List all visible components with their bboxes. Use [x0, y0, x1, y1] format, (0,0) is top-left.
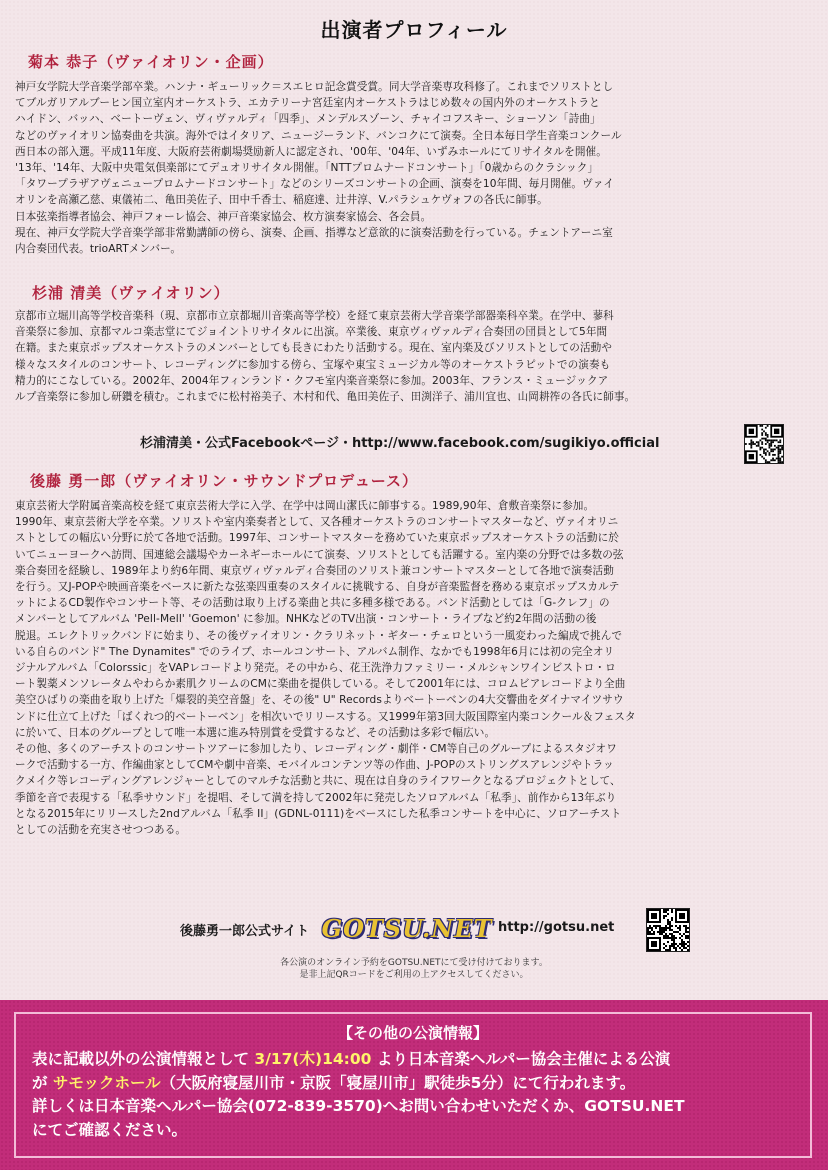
bio-line: を行う。又J-POPや映画音楽をベースに新たな弦楽四重奏のスタイルに挑戦する、自身が音楽監督を務める東京ポップスカルテ — [15, 581, 620, 594]
reservation-note — [0, 957, 828, 981]
bio-line: 東京芸術大学附属音楽高校を経て東京芸術大学に入学、在学中は岡山潔氏に師事する。1989,90年、倉敷音楽祭に参加。 — [15, 500, 595, 512]
bio-line: ルプ音楽祭に参加し研鑽を積む。これまでに松村裕美子、木村和代、亀田美佐子、田渕洋子、浦川宜也、山岡耕筰の各氏に師事。 — [15, 391, 636, 404]
banner-line: にてご確認ください。 — [32, 1120, 188, 1139]
bio-line: '13年、'14年、大阪中央電気倶楽部にてデュオリサイタル開催。「NTTプロムナードコンサート」「0歳からのクラシック」 — [15, 162, 599, 175]
performance-date: 3/17(木)14:00 — [254, 1050, 372, 1068]
bio-line: メンバーとしてアルバム 'Pell-Mell' 'Goemon' に参加。NHKなどのTV出演・コンサート・ライブなど約2年間の活動の後 — [15, 613, 597, 626]
bio-line: その他、多くのアーチストのコンサートツアーに参加したり、レコーディング・劇伴・CM等自己のグループによるスタジオワ — [15, 743, 617, 756]
performer-name-kikumoto: 菊本 恭子（ヴァイオリン・企画） — [28, 53, 274, 71]
bio-line: ットによるCD製作やコンサート等、その活動は取り上げる楽曲と共に多種多様である。バンド活動としては「G-クレフ」の — [15, 597, 610, 610]
facebook-link[interactable]: 杉浦清美・公式Facebookページ・http://www.facebook.com/sugikiyo.official — [140, 436, 660, 451]
gotsu-net-logo[interactable]: GOTSU.NET — [321, 913, 493, 943]
qr-code-icon — [745, 425, 783, 463]
bio-line: などのヴァイオリン協奏曲を共演。海外ではイタリア、ニュージーランド、バンコクにて演奏。全日本毎日学生音楽コンクール — [15, 129, 622, 142]
bio-line: ハイドン、バッハ、ベートーヴェン、ヴィヴァルディ「四季」、メンデルスゾーン、チャイコフスキー、ショーソン「詩曲」 — [15, 113, 601, 126]
qr-code-icon[interactable] — [744, 424, 784, 464]
bio-line: 京都市立堀川高等学校音楽科（現、京都市立京都堀川音楽高等学校）を経て東京芸術大学音楽学部器楽科卒業。在学中、蓼科 — [15, 310, 614, 322]
bio-line: ストとしての幅広い分野に於て各地で活動。1997年、コンサートマスターを務めていた東京ポップスオーケストラの活動に於 — [15, 532, 619, 545]
banner-title: 【その他の公演情報】 — [337, 1024, 488, 1042]
bio-line: 内合奏団代表。trioARTメンバー。 — [15, 243, 182, 256]
banner-text — [32, 1048, 802, 1142]
bio-line: 楽合奏団を経験し、1989年より約6年間、東京ヴィヴァルディ合奏団のソリスト兼コンサートマスターとして各地で演奏活動 — [15, 564, 614, 577]
bio-line: 美空ひばりの楽曲を取り上げた「爆裂的美空音盤」を、その後" U" Recordsよりベートーベンの4大交響曲をダイナマイツサウ — [15, 694, 624, 707]
performer-name-sugiura: 杉浦 清美（ヴァイオリン） — [32, 284, 230, 302]
bio-line: 音楽祭に参加、京都マルコ楽志堂にてジョイントリサイタルに出演。卒業後、東京ヴィヴァルディ合奏団の団員として5年間 — [15, 326, 608, 339]
page-title: 出演者プロフィール — [320, 18, 508, 42]
bio-line: 様々なスタイルのコンサート、レコーディングに参加する傍ら、宝塚や東宝ミュージカル等のオーケストラピットでの演奏も — [15, 358, 611, 371]
bio-line: ークで活動する一方、作編曲家としてCMや劇中音楽、モバイルコンテンツ等の作曲、J-POPのストリングスアレンジやトラッ — [15, 759, 614, 772]
banner-line — [32, 1072, 802, 1096]
qr-code-icon[interactable] — [646, 908, 690, 952]
bio-line: に於いて、日本のグループとして唯一本選に進み特別賞を受賞するなど、その活動は多彩で幅広い。 — [15, 726, 496, 739]
official-site-label: 後藤勇一郎公式サイト — [180, 924, 310, 939]
note-line: 各公演のオンライン予約をGOTSU.NETにて受け付けております。 — [280, 958, 548, 968]
banner-text-part: （大阪府寝屋川市・京阪「寝屋川市」駅徒歩5分）にて行われます。 — [160, 1073, 636, 1092]
bio-line: 在籍。また東京ポップスオーケストラのメンバーとしても長きにわたり活動する。現在、室内楽及びソリストとしての活動や — [15, 342, 613, 355]
banner-text-part: が — [32, 1073, 53, 1092]
note-line: 是非上記QRコードをご利用の上アクセスしてください。 — [299, 970, 529, 980]
bio-line: 季節を音で表現する「私季サウンド」を提唱、そして満を持して2002年に発売したソロアルバム「私季」、前作から13年ぶり — [15, 791, 617, 804]
bio-line: てブルガリアルブーヒン国立室内オーケストラ、エカテリーナ宮廷室内オーケストラはじめ数々の国内外のオーケストラと — [15, 97, 600, 110]
banner-line: 詳しくは日本音楽ヘルパー協会(072-839-3570)へお問い合わせいただくか、GOTSU.NET — [32, 1097, 685, 1115]
performer-bio-sugiura — [15, 308, 815, 405]
banner-frame — [14, 1012, 812, 1158]
bio-line: ンドに仕立て上げた「ばくれつ的ベートーベン」を相次いでリリースする。又1999年第3回大阪国際室内楽コンクール＆フェスタ — [15, 710, 636, 723]
bio-line: 脱退。エレクトリックバンドに始まり、その後ヴァイオリン・クラリネット・ギター・チェロという一風変わった編成で挑んで — [15, 629, 623, 642]
banner-line — [32, 1048, 802, 1072]
bio-line: ジナルアルバム「Colorssic」をVAPレコードより発売。その中から、花王洗浄力ファミリー・メルシャンワインビストロ・ロ — [15, 662, 616, 675]
venue-name: サモックホール — [52, 1073, 161, 1092]
performer-bio-kikumoto — [15, 79, 815, 257]
official-site-url[interactable]: http://gotsu.net — [498, 920, 615, 935]
performer-name-goto: 後藤 勇一郎（ヴァイオリン・サウンドプロデュース） — [30, 472, 418, 490]
bio-line: いてニューヨークへ訪問、国連総会議場やカーネギーホールにて演奏、ソリストとしても活躍する。室内楽の分野では多数の弦 — [15, 548, 624, 561]
banner-text-part: 表に記載以外の公演情報として — [32, 1050, 255, 1068]
bio-line: クメイク等レコーディングアレンジャーとしてのマルチな活動と共に、現在は自身のライフワークとなるプロジェクトとして、 — [15, 775, 621, 788]
qr-code-icon — [647, 909, 689, 951]
bio-line: となる2015年にリリースした2ndアルバム「私季 II」(GDNL-0111)をベースにした私季コンサートを中心に、ソロアーチスト — [15, 807, 622, 820]
bio-line: いる自らのバンド" The Dynamites" でのライブ、ホールコンサート、アルバム制作、なかでも1998年6月には初の完全オリ — [15, 645, 615, 658]
bio-line: ート製薬メンソレータムやわらか素肌クリームのCMに楽曲を提供している。そして2001年には、コロムビアレコードより全曲 — [15, 678, 626, 691]
bio-line: としての活動を充実させつつある。 — [15, 824, 187, 837]
bio-line: 日本弦楽指導者協会、神戸フォーレ協会、神戸音楽家協会、枚方演奏家協会、各会員。 — [15, 210, 432, 223]
bio-line: 「タワープラザアヴェニュープロムナードコンサート」などのシリーズコンサートの企画、演奏を10年間、毎月開催。ヴァイ — [15, 178, 615, 191]
bio-line: 西日本の部入選。平成11年度、大阪府芸術劇場奨励新人に認定され、'00年、'04年、いずみホールにてリサイタルを開催。 — [15, 145, 607, 158]
bio-line: 神戸女学院大学音楽学部卒業。ハンナ・ギューリック＝スエヒロ記念賞受賞。同大学音楽専攻科修了。これまでソリストとし — [15, 81, 614, 93]
bio-line: 1990年、東京芸術大学を卒業。ソリストや室内楽奏者として、又各種オーケストラのコンサートマスターなど、ヴァイオリニ — [15, 516, 619, 529]
bio-line: オリンを高瀬乙慈、東儀祐二、亀田美佐子、田中千香士、稲庭達、辻井淳、V.パラシュケヴォフの各氏に師事。 — [15, 194, 548, 207]
bio-line: 精力的にこなしている。2002年、2004年フィンランド・クフモ室内楽音楽祭に参加。2003年、フランス・ミュージックア — [15, 374, 609, 387]
other-performances-banner — [0, 1000, 828, 1170]
banner-text-part: より日本音楽ヘルパー協会主催による公演 — [371, 1050, 671, 1068]
bio-line: 現在、神戸女学院大学音楽学部非常勤講師の傍ら、演奏、企画、指導など意欲的に演奏活動を行っている。チェントアーニ室 — [15, 226, 613, 239]
performer-bio-goto — [15, 498, 815, 838]
